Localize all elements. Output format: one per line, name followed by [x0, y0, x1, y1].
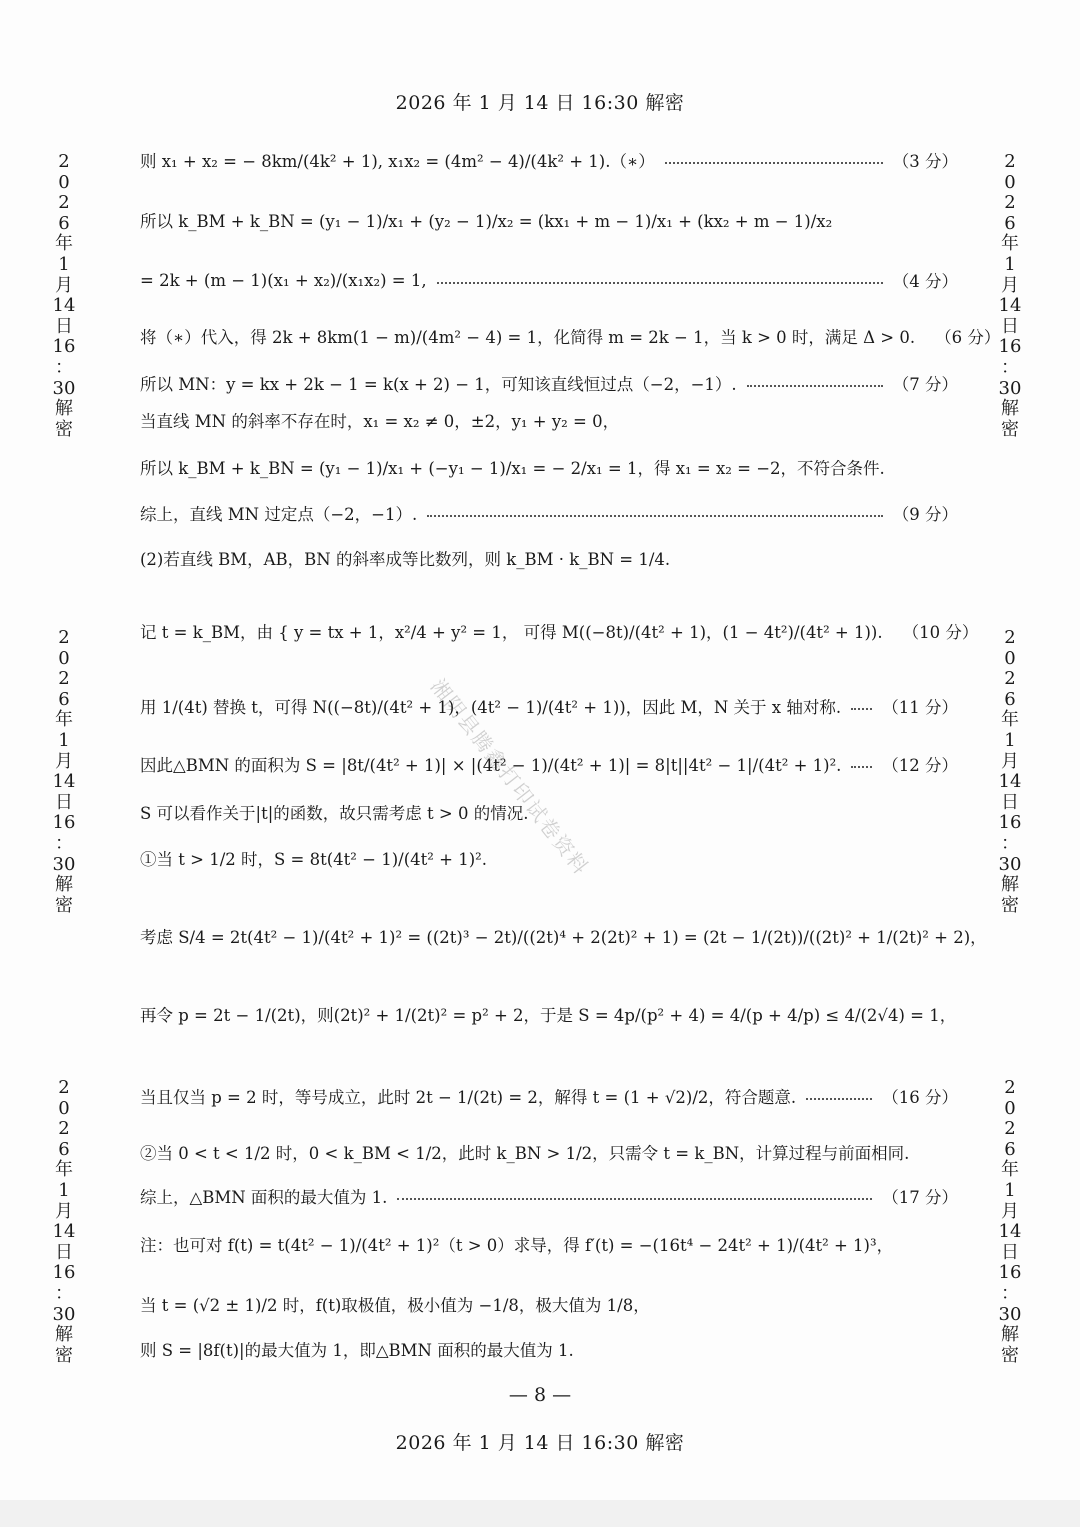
side-stamp-char: 14: [998, 771, 1022, 793]
bottom-strip: [0, 1500, 1080, 1527]
side-stamp-char: 14: [52, 295, 76, 317]
side-stamp-char: 解: [55, 398, 73, 420]
side-stamp-char: 2: [1004, 1118, 1016, 1140]
solution-line: S 可以看作关于|t|的函数，故只需考虑 t > 0 的情况.: [140, 804, 529, 823]
side-stamp-char: 月: [1001, 750, 1019, 772]
side-stamp-char: 解: [55, 874, 73, 896]
score-label: （3 分）: [892, 152, 958, 171]
solution-line: 因此△BMN 的面积为 S = |8t/(4t² + 1)| × |(4t² − 1)/(4t² + 1)| = 8|t||4t² − 1|/(4t² + 1)². （12 分）: [140, 746, 958, 782]
side-stamp-char: 6: [58, 1138, 70, 1160]
side-stamp-left-3: [52, 1078, 76, 1366]
side-stamp-char: 6: [58, 688, 70, 710]
solution-line: 注：也可对 f(t) = t(4t² − 1)/(4t² + 1)²（t > 0）求导，得 f′(t) = −(16t⁴ − 24t² + 1)/(4t² + 1)³，: [140, 1236, 894, 1255]
side-stamp-char: 16: [998, 1262, 1022, 1284]
side-stamp-char: 0: [58, 1097, 70, 1119]
side-stamp-char: 6: [1004, 688, 1016, 710]
side-stamp-char: 1: [1004, 729, 1016, 751]
solution-line: 所以 k_BM + k_BN = (y₁ − 1)/x₁ + (y₂ − 1)/x₂ = (kx₁ + m − 1)/x₁ + (kx₂ + m − 1)/x₂: [140, 212, 833, 231]
side-stamp-char: 解: [1001, 874, 1019, 896]
solution-line: ②当 0 < t < 1/2 时，0 < k_BM < 1/2，此时 k_BN > 1/2，只需令 t = k_BN，计算过程与前面相同.: [140, 1144, 910, 1163]
solution-line: 当 t = (√2 ± 1)/2 时，f(t)取极值，极小值为 −1/8，极大值为 1/8，: [140, 1296, 650, 1315]
side-stamp-char: ：: [55, 356, 73, 378]
side-stamp-char: 2: [58, 668, 70, 690]
solution-line: 当直线 MN 的斜率不存在时，x₁ = x₂ ≠ 0，±2，y₁ + y₂ = 0，: [140, 412, 620, 431]
solution-line: 综上，直线 MN 过定点（−2，−1）. （9 分）: [140, 495, 958, 531]
side-stamp-char: 6: [58, 212, 70, 234]
side-stamp-char: 6: [1004, 1138, 1016, 1160]
solution-line: ①当 t > 1/2 时，S = 8t(4t² − 1)/(4t² + 1)².: [140, 850, 488, 869]
side-stamp-char: 2: [58, 151, 70, 172]
side-stamp-char: 解: [55, 1324, 73, 1346]
side-stamp-char: 1: [58, 1179, 70, 1201]
side-stamp-char: 密: [55, 894, 73, 916]
score-label: （11 分）: [882, 698, 958, 717]
side-stamp-char: 密: [1001, 418, 1019, 440]
solution-line: 考虑 S/4 = 2t(4t² − 1)/(4t² + 1)² = ((2t)³ − 2t)/((2t)⁴ + 2(2t)² + 1) = (2t − 1/(2t))/((2t)² + 1/(2t)² + 2)，: [140, 928, 987, 947]
side-stamp-char: 16: [998, 336, 1022, 358]
side-stamp-char: 月: [1001, 1200, 1019, 1222]
side-stamp-char: 月: [55, 750, 73, 772]
solution-line: 所以 k_BM + k_BN = (y₁ − 1)/x₁ + (−y₁ − 1)/x₁ = − 2/x₁ = 1，得 x₁ = x₂ = −2，不符合条件.: [140, 459, 885, 478]
side-stamp-char: ：: [1001, 832, 1019, 854]
solution-line: 用 1/(4t) 替换 t，可得 N((−8t)/(4t² + 1)，(4t² − 1)/(4t² + 1))，因此 M，N 关于 x 轴对称. （11 分）: [140, 688, 958, 724]
score-label: （16 分）: [882, 1088, 958, 1107]
side-stamp-char: 16: [52, 336, 76, 358]
solution-line: 记 t = k_BM，由 { y = tx + 1，x²/4 + y² = 1， 可得 M((−8t)/(4t² + 1)，(1 − 4t²)/(4t² + 1)). （10 分）: [140, 613, 958, 649]
side-stamp-char: ：: [55, 832, 73, 854]
page-header: 2026 年 1 月 14 日 16:30 解密: [395, 92, 685, 114]
side-stamp-char: 2: [1004, 668, 1016, 690]
side-stamp-char: 30: [52, 853, 76, 875]
side-stamp-char: 月: [55, 274, 73, 296]
side-stamp-char: 1: [1004, 1179, 1016, 1201]
side-stamp-char: 0: [1004, 1097, 1016, 1119]
score-label: （9 分）: [892, 505, 958, 524]
side-stamp-char: 日: [55, 1241, 73, 1263]
solution-line: (2)若直线 BM，AB，BN 的斜率成等比数列，则 k_BM · k_BN = 1/4.: [140, 550, 671, 569]
side-stamp-right-1: [998, 152, 1022, 440]
side-stamp-char: 月: [1001, 274, 1019, 296]
side-stamp-char: 日: [1001, 791, 1019, 813]
side-stamp-char: 密: [1001, 894, 1019, 916]
solution-line: 将（∗）代入，得 2k + 8km(1 − m)/(4m² − 4) = 1，化简得 m = 2k − 1，当 k > 0 时，满足 Δ > 0. （6 分）: [140, 318, 958, 354]
side-stamp-char: 16: [998, 812, 1022, 834]
side-stamp-char: 30: [998, 1303, 1022, 1325]
side-stamp-char: 日: [1001, 1241, 1019, 1263]
side-stamp-char: 密: [55, 418, 73, 440]
solution-line: = 2k + (m − 1)(x₁ + x₂)/(x₁x₂) = 1, （4 分）: [140, 262, 958, 298]
side-stamp-char: 密: [55, 1344, 73, 1366]
side-stamp-left-2: [52, 628, 76, 916]
side-stamp-char: 2: [1004, 192, 1016, 214]
side-stamp-char: 2: [58, 192, 70, 214]
side-stamp-char: 2: [58, 627, 70, 648]
side-stamp-char: ：: [55, 1282, 73, 1304]
side-stamp-left-1: [52, 152, 76, 440]
solution-line: 所以 MN：y = kx + 2k − 1 = k(x + 2) − 1，可知该直线恒过点（−2，−1）. （7 分）: [140, 365, 958, 401]
side-stamp-char: 30: [998, 377, 1022, 399]
side-stamp-char: 30: [52, 377, 76, 399]
side-stamp-char: ：: [1001, 356, 1019, 378]
side-stamp-char: ：: [1001, 1282, 1019, 1304]
score-label: （6 分）: [935, 328, 1001, 347]
side-stamp-char: 14: [998, 295, 1022, 317]
side-stamp-char: 2: [1004, 627, 1016, 648]
side-stamp-char: 年: [1001, 709, 1019, 731]
solution-line: 则 S = |8f(t)|的最大值为 1，即△BMN 面积的最大值为 1.: [140, 1341, 574, 1360]
side-stamp-char: 14: [998, 1221, 1022, 1243]
score-label: （7 分）: [892, 375, 958, 394]
side-stamp-char: 30: [998, 853, 1022, 875]
watermark-text: 湘阴县腾鑫打印试卷资料: [425, 674, 594, 880]
score-label: （17 分）: [882, 1188, 958, 1207]
solution-line: 当且仅当 p = 2 时，等号成立，此时 2t − 1/(2t) = 2，解得 t = (1 + √2)/2，符合题意. （16 分）: [140, 1078, 958, 1114]
page-number: — 8 —: [508, 1384, 572, 1406]
side-stamp-char: 年: [55, 709, 73, 731]
side-stamp-char: 30: [52, 1303, 76, 1325]
side-stamp-char: 14: [52, 771, 76, 793]
side-stamp-char: 1: [58, 253, 70, 275]
side-stamp-char: 密: [1001, 1344, 1019, 1366]
side-stamp-char: 6: [1004, 212, 1016, 234]
side-stamp-char: 0: [58, 171, 70, 193]
side-stamp-char: 16: [52, 1262, 76, 1284]
side-stamp-char: 日: [55, 315, 73, 337]
solution-line: 则 x₁ + x₂ = − 8km/(4k² + 1), x₁x₂ = (4m² − 4)/(4k² + 1).（∗） （3 分）: [140, 142, 958, 178]
side-stamp-char: 0: [58, 647, 70, 669]
side-stamp-right-3: [998, 1078, 1022, 1366]
side-stamp-char: 年: [1001, 233, 1019, 255]
page-footer: 2026 年 1 月 14 日 16:30 解密: [395, 1432, 685, 1454]
side-stamp-char: 1: [58, 729, 70, 751]
side-stamp-char: 年: [1001, 1159, 1019, 1181]
side-stamp-char: 2: [1004, 1077, 1016, 1098]
side-stamp-char: 2: [1004, 151, 1016, 172]
score-label: （12 分）: [882, 756, 958, 775]
side-stamp-char: 14: [52, 1221, 76, 1243]
solution-line: 综上，△BMN 面积的最大值为 1. （17 分）: [140, 1178, 958, 1214]
solution-line: 再令 p = 2t − 1/(2t)，则(2t)² + 1/(2t)² = p² + 2，于是 S = 4p/(p² + 4) = 4/(p + 4/p) ≤ 4/(2√4) = 1，: [140, 1006, 957, 1025]
side-stamp-char: 月: [55, 1200, 73, 1222]
side-stamp-char: 日: [1001, 315, 1019, 337]
side-stamp-char: 解: [1001, 1324, 1019, 1346]
side-stamp-char: 解: [1001, 398, 1019, 420]
score-label: （10 分）: [902, 623, 979, 642]
side-stamp-char: 1: [1004, 253, 1016, 275]
side-stamp-char: 0: [1004, 171, 1016, 193]
side-stamp-char: 日: [55, 791, 73, 813]
side-stamp-char: 年: [55, 233, 73, 255]
side-stamp-char: 年: [55, 1159, 73, 1181]
side-stamp-char: 16: [52, 812, 76, 834]
side-stamp-char: 0: [1004, 647, 1016, 669]
side-stamp-char: 2: [58, 1118, 70, 1140]
side-stamp-char: 2: [58, 1077, 70, 1098]
side-stamp-right-2: [998, 628, 1022, 916]
score-label: （4 分）: [892, 272, 958, 291]
